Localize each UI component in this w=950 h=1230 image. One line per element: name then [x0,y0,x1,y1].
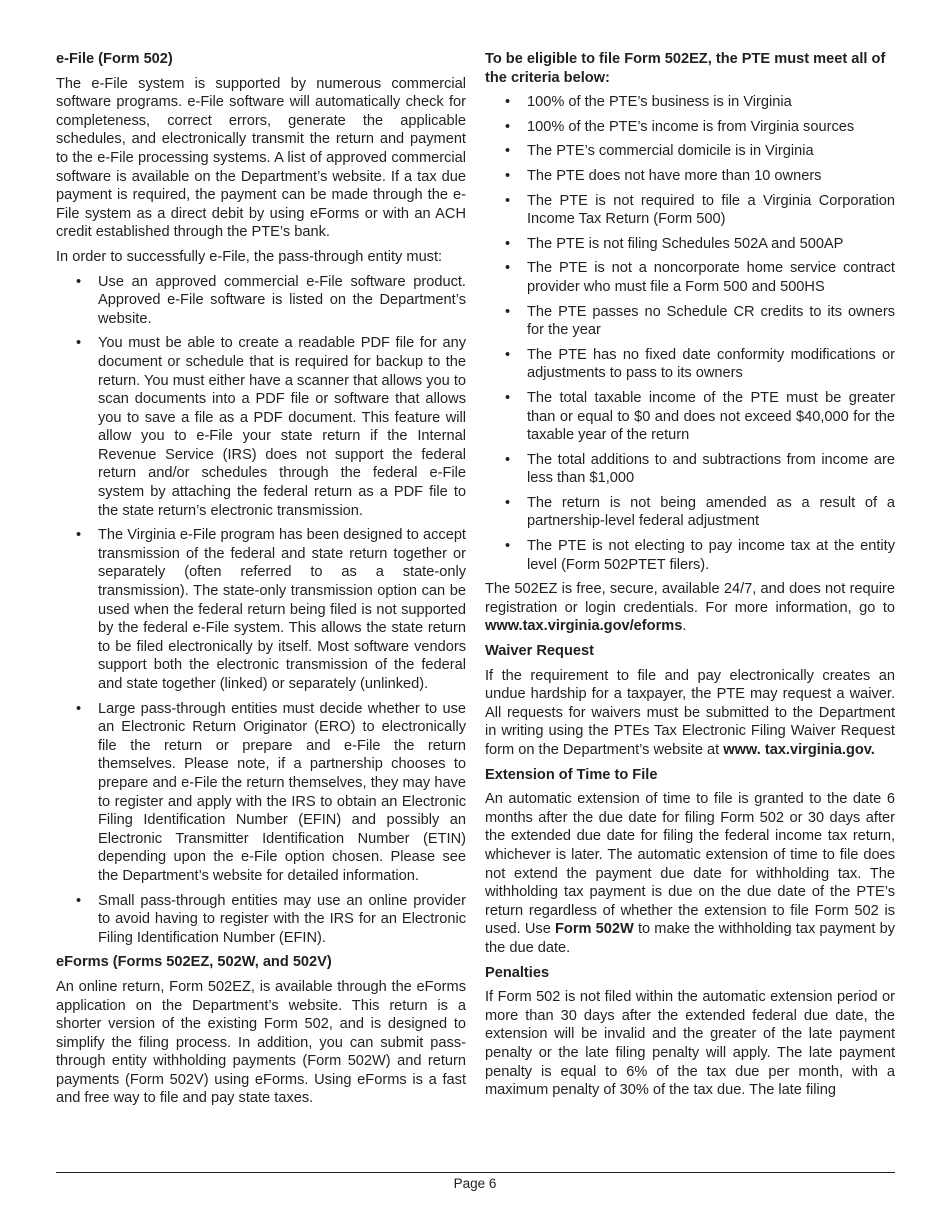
eforms-heading: eForms (Forms 502EZ, 502W, and 502V) [56,954,332,971]
department-website-link[interactable]: www. tax.virginia.gov. [723,742,875,758]
list-item: • 100% of the PTE’s income is from Virginia sources [485,118,895,137]
list-item: • The PTE is not required to file a Virginia Corporation Income Tax Return (Form 500) [485,192,895,229]
list-item: • The total additions to and subtractions from income are less than $1,000 [485,451,895,488]
extension-paragraph-end: to make the withholding tax payment by the due date. [485,921,895,956]
eforms-paragraph: An online return, Form 502EZ, is available through the eForms application on the Department’s website. This return is a shorter version of the existing Form 502, and is designed to simplify the filing process. In addition, you can submit pass-through entity withholding payments (Form 502W) and return payments (Form 502V) using eForms. Using eForms is a fast and free way to file and pay state taxes. [56,978,466,1107]
efile-requirements-intro: In order to successfully e-File, the pass-through entity must: [56,248,443,265]
penalties-heading: Penalties [485,964,550,981]
list-item: • The PTE passes no Schedule CR credits to its owners for the year [485,303,895,340]
footer-divider [56,1172,895,1173]
penalties-paragraph: If Form 502 is not filed within the automatic extension period or more than 30 days after the extended federal due date, the extension will be invalid and the greater of the late payment penalty or the late filing penalty will apply. The late payment penalty is equal to 6% of the tax due per month, with a maximum penalty of 30% of the tax due. The late filing [485,989,895,1099]
extension-heading: Extension of Time to File [485,766,658,783]
list-item: • Small pass-through entities may use an online provider to avoid having to register with the IRS for an Electronic Filing Identification Number (EFIN). [56,892,466,948]
extension-paragraph-text: An automatic extension of time to file is granted to the date 6 months after the due date for filing Form 502 or 30 days after the extended due date for filing the federal income tax return, whichever is later. The automatic extension of time to file does not extend the payment due date for withholding tax. The withholding tax payment is due on the due date of the PTE’s return regardless of whether the extension to file Form 502 is used. Use [485,791,895,938]
list-item: • The PTE is not electing to pay income tax at the entity level (Form 502PTET filers). [485,537,895,574]
list-item: • The PTE is not filing Schedules 502A and 500AP [485,235,895,254]
efile-requirements-list [56,273,466,948]
list-item: • The PTE has no fixed date conformity modifications or adjustments to pass to its owners [485,346,895,383]
list-item: • The PTE does not have more than 10 owners [485,167,895,186]
list-item: • The Virginia e-File program has been designed to accept transmission of the federal and state return together or separately (often referred to as a state-only transmission). The state-only transmission option can be used when the federal return being filed is not supported by the federal e-File system. This allows the state return to be filed electronically by itself. Most software vendors support both the electronic transmission of the federal and state together (linked) or separately (unlinked). [56,526,466,693]
eforms-url-link[interactable]: www.tax.virginia.gov/eforms [485,618,683,635]
list-item: • The PTE’s commercial domicile is in Virginia [485,142,895,161]
efile-paragraph: The e-File system is supported by numerous commercial software programs. e-File software will automatically check for completeness, correct errors, generate the applicable schedules, and electronically transmit the return and payment to the e-File processing systems. A list of approved commercial software is available on the Department’s website. If a tax due payment is required, the payment can be made through the e-File system as a direct debit by using eForms or with an ACH credit established through the PTE’s bank. [56,75,466,241]
waiver-paragraph [485,667,895,760]
page-number: Page 6 [453,1176,497,1191]
free-paragraph-text: The 502EZ is free, secure, available 24/7, and does not require registration or login credentials. For more information, go to [485,581,895,616]
eligibility-heading: To be eligible to file Form 502EZ, the PTE must meet all of the criteria below: [485,51,886,86]
waiver-heading: Waiver Request [485,643,594,660]
list-item: • The PTE is not a noncorporate home service contract provider who must file a Form 500 and 500HS [485,259,895,296]
eforms-free-paragraph [485,580,895,636]
list-item: • The return is not being amended as a result of a partnership-level federal adjustment [485,494,895,531]
list-item: • Use an approved commercial e-File software product. Approved e-File software is listed on the Department’s website. [56,273,466,329]
list-item: • Large pass-through entities must decide whether to use an Electronic Return Originator (ERO) to electronically file the return or prepare and e-File the return themselves. Please note, if a partnership chooses to prepare and e-File the return themselves, they may have to register and apply with the IRS to obtain an Electronic Filing Identification Number (EFIN) and possibly an Electronic Transmitter Identification Number (ETIN) depending upon the e-File option chosen. Please see the Department’s website for detailed information. [56,700,466,886]
list-item: • The total taxable income of the PTE must be greater than or equal to $0 and does not exceed $40,000 for the taxable year of the return [485,389,895,445]
free-paragraph-end: . [682,618,687,635]
waiver-paragraph-text: If the requirement to file and pay electronically creates an undue hardship for a taxpayer, the PTE may request a waiver. All requests for waivers must be submitted to the Department in writing using the PTEs Tax Electronic Filing Waiver Request form on the Department’s website at [485,667,895,758]
list-item: • 100% of the PTE’s business is in Virginia [485,93,895,112]
extension-paragraph [485,790,895,957]
form-502w-reference: Form 502W [555,921,634,938]
list-item: • You must be able to create a readable PDF file for any document or schedule that is required for backup to the return. You must either have a scanner that allows you to scan documents into a PDF file or software that allows you to save a file as a PDF document. This feature will allow you to e-File your state return if the Internal Revenue Service (IRS) does not support the federal return and/or schedules through the federal e-File system by attaching the federal return as a PDF file to the state return’s electronic transmission. [56,334,466,520]
eligibility-criteria-list [485,93,895,574]
left-column [56,50,466,1114]
efile-heading: e-File (Form 502) [56,51,173,67]
right-column [485,50,895,1106]
